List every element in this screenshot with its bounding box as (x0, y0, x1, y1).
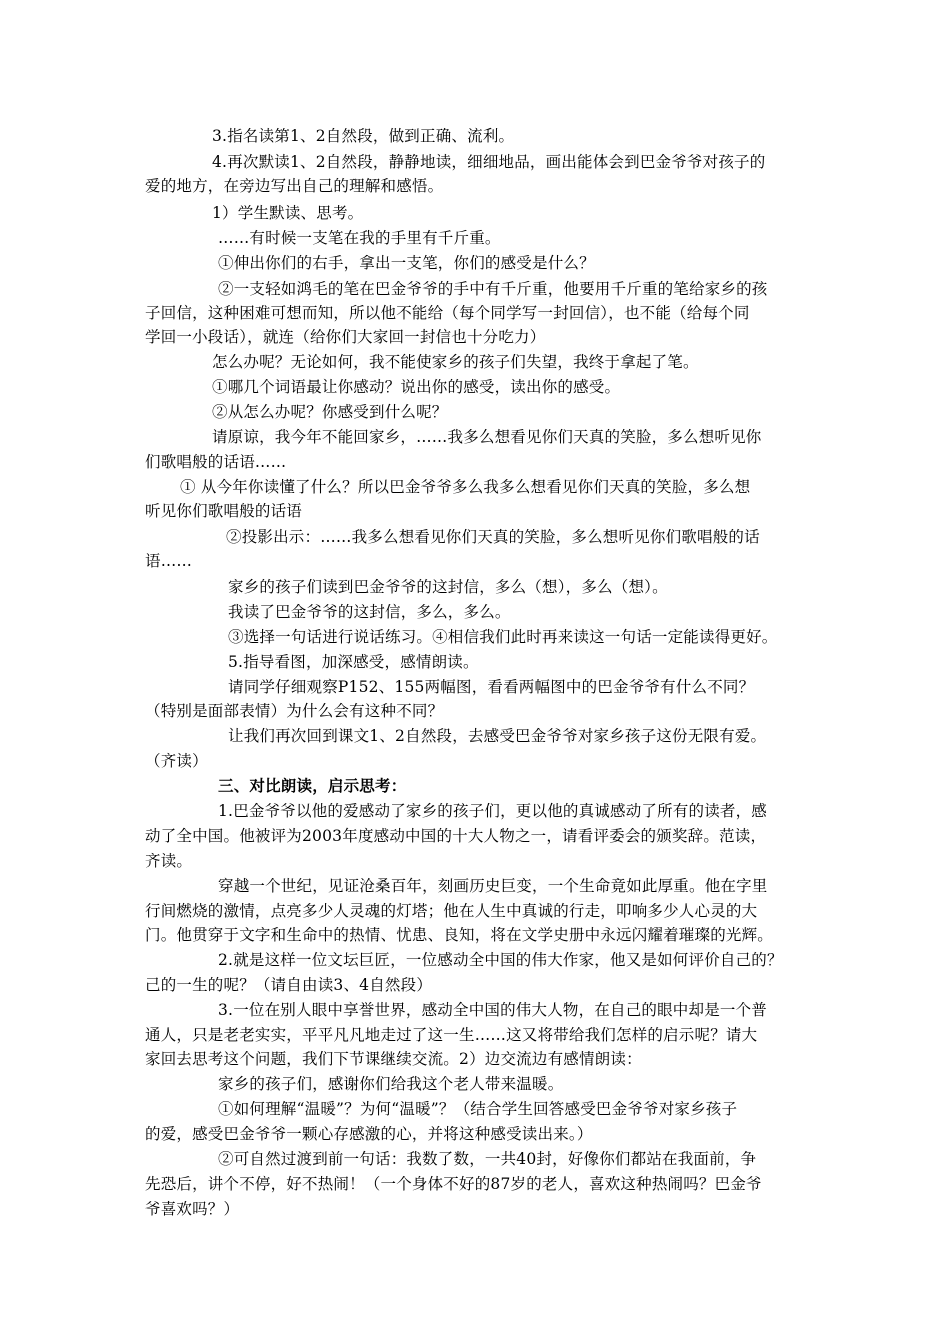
text-line: ②投影出示：……我多么想看见你们天真的笑脸，多么想听见你们歌唱般的话 (226, 528, 760, 546)
text-line: 4.再次默读1、2自然段，静静地读，细细地品，画出能体会到巴金爷爷对孩子的 (212, 153, 766, 171)
text-line: 让我们再次回到课文1、2自然段，去感受巴金爷爷对家乡孩子这份无限有爱。 (228, 727, 767, 745)
text-line: 语…… (145, 552, 193, 570)
text-line: 先恐后，讲个不停，好不热闹！（一个身体不好的87岁的老人，喜欢这种热闹吗？巴金爷 (145, 1175, 762, 1193)
text-line: 己的一生的呢？（请自由读3、4自然段） (145, 976, 433, 994)
text-line: 怎么办呢？无论如何，我不能使家乡的孩子们失望，我终于拿起了笔。 (212, 353, 699, 371)
text-line: 请原谅，我今年不能回家乡，……我多么想看见你们天真的笑脸，多么想听见你 (212, 428, 762, 446)
text-line: 齐读。 (145, 852, 193, 870)
text-line: 1.巴金爷爷以他的爱感动了家乡的孩子们，更以他的真诚感动了所有的读者，感 (218, 802, 767, 820)
text-line: 通人，只是老老实实，平平凡凡地走过了这一生……这又将带给我们怎样的启示呢？请大 (145, 1026, 758, 1044)
text-line: 2.就是这样一位文坛巨匠，一位感动全中国的伟大作家，他又是如何评价自己的？ (218, 951, 783, 969)
text-line: 的爱，感受巴金爷爷一颗心存感激的心，并将这种感受读出来。） (145, 1125, 593, 1143)
text-line: ①如何理解“温暖”？为何“温暖”？（结合学生回答感受巴金爷爷对家乡孩子 (218, 1100, 738, 1118)
text-line: 听见你们歌唱般的话语 (145, 502, 303, 520)
section-heading: 三、对比朗读，启示思考： (218, 776, 407, 795)
text-line: 家乡的孩子们读到巴金爷爷的这封信，多么（想），多么（想）。 (228, 578, 668, 596)
text-line: ……有时候一支笔在我的手里有千斤重。 (218, 229, 501, 247)
text-line: ③选择一句话进行说话练习。④相信我们此时再来读这一句话一定能读得更好。 (228, 628, 778, 646)
text-line: 1）学生默读、思考。 (212, 204, 364, 222)
text-line: 3.一位在别人眼中享誉世界，感动全中国的伟大人物，在自己的眼中却是一个普 (218, 1001, 767, 1019)
text-line: 家回去思考这个问题，我们下节课继续交流。2）边交流边有感情朗读： (145, 1050, 642, 1068)
text-line: 3.指名读第1、2自然段，做到正确、流利。 (212, 127, 515, 145)
text-line: 我读了巴金爷爷的这封信，多么，多么。 (228, 603, 511, 621)
text-line: 门。他贯穿于文字和生命中的热情、忧患、良知，将在文学史册中永远闪耀着璀璨的光辉。 (145, 926, 774, 944)
text-line: ① 从今年你读懂了什么？所以巴金爷爷多么我多么想看见你们天真的笑脸，多么想 (180, 478, 751, 496)
text-line: 动了全中国。他被评为2003年度感动中国的十大人物之一，请看评委会的颁奖辞。范读， (145, 827, 767, 845)
text-line: 学回一小段话），就连（给你们大家回一封信也十分吃力） (145, 328, 546, 346)
text-line: （特别是面部表情）为什么会有这种不同？ (145, 702, 444, 720)
text-line: 子回信，这种困难可想而知，所以他不能给（每个同学写一封回信），也不能（给每个同 (145, 304, 750, 322)
text-line: 请同学仔细观察P152、155两幅图，看看两幅图中的巴金爷爷有什么不同？ (228, 678, 755, 696)
text-line: 5.指导看图，加深感受，感情朗读。 (228, 653, 479, 671)
text-line: ①哪几个词语最让你感动？说出你的感受，读出你的感受。 (212, 378, 621, 396)
text-line: 穿越一个世纪，见证沧桑百年，刻画历史巨变，一个生命竟如此厚重。他在字里 (218, 877, 768, 895)
text-line: 行间燃烧的激情，点亮多少人灵魂的灯塔；他在人生中真诚的行走，叩响多少人心灵的大 (145, 902, 758, 920)
text-line: 爱的地方，在旁边写出自己的理解和感悟。 (145, 177, 444, 195)
text-line: 们歌唱般的话语…… (145, 453, 287, 471)
text-line: 爷喜欢吗？） (145, 1200, 240, 1218)
text-line: （齐读） (145, 752, 208, 770)
text-line: ②从怎么办呢？你感受到什么呢？ (212, 403, 448, 421)
text-line: ②一支轻如鸿毛的笔在巴金爷爷的手中有千斤重，他要用千斤重的笔给家乡的孩 (218, 280, 768, 298)
text-line: ②可自然过渡到前一句话：我数了数，一共40封，好像你们都站在我面前，争 (218, 1150, 757, 1168)
text-line: ①伸出你们的右手，拿出一支笔，你们的感受是什么？ (218, 254, 595, 272)
text-line: 家乡的孩子们，感谢你们给我这个老人带来温暖。 (218, 1075, 564, 1093)
